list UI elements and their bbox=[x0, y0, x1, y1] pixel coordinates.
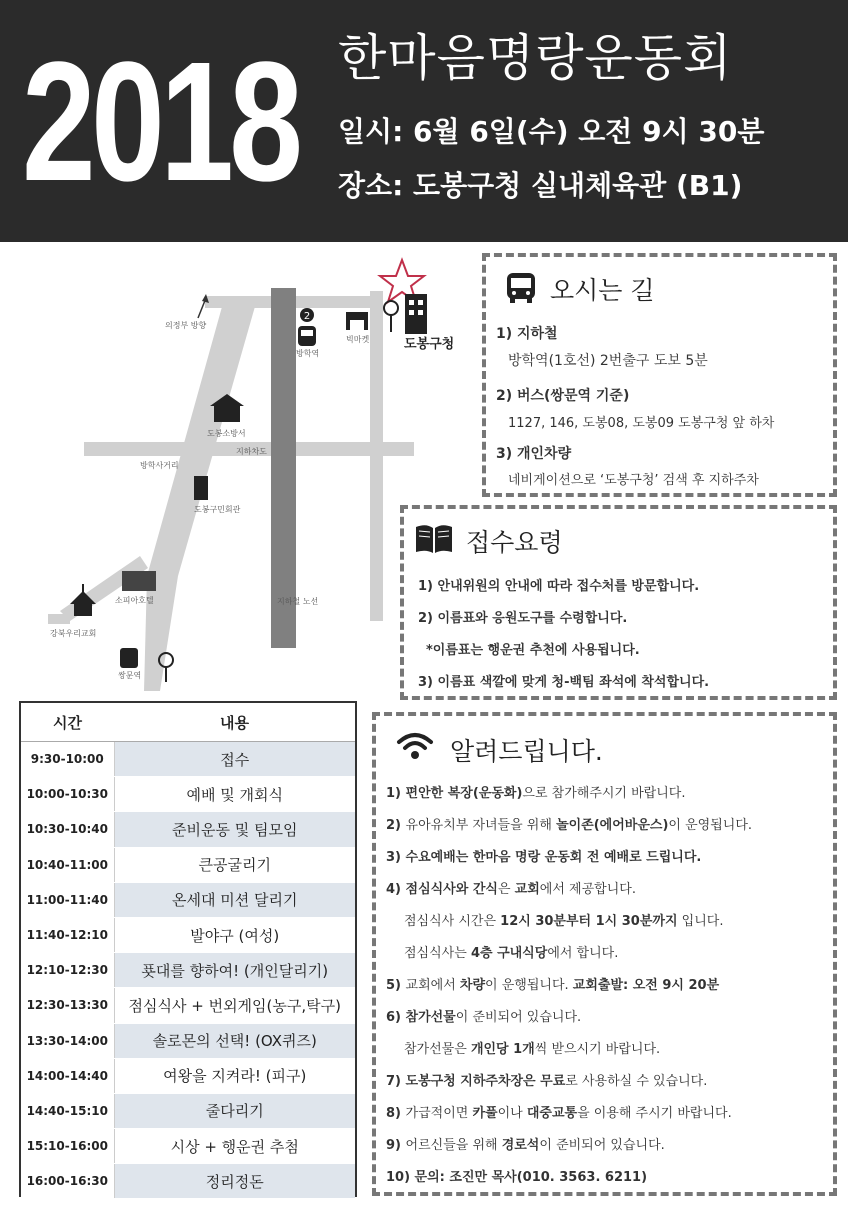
schedule-row bbox=[21, 917, 355, 952]
schedule-row bbox=[21, 1164, 355, 1199]
schedule-row bbox=[21, 777, 355, 812]
schedule-time: 16:00-16:30 bbox=[21, 1164, 114, 1199]
notice-4-emph: 4) 점심식사와 간식 bbox=[386, 882, 498, 897]
direction-subway-detail: 방학역(1호선) 2번출구 도보 5분 bbox=[508, 353, 708, 369]
notice-6a-text: 참가선물은 bbox=[404, 1042, 471, 1057]
notice-item-4-sub-2 bbox=[404, 942, 618, 961]
schedule-time: 11:00-11:40 bbox=[21, 882, 114, 917]
notice-item-6-sub bbox=[404, 1038, 660, 1057]
schedule-header-row bbox=[21, 703, 355, 742]
subway-train-icon bbox=[298, 326, 316, 346]
map-label-fire-station: 도봉소방서 bbox=[207, 429, 246, 438]
notice-7-text: 로 사용하실 수 있습니다. bbox=[565, 1074, 708, 1089]
notice-5-text: 교회에서 bbox=[405, 978, 460, 993]
notice-item-7 bbox=[386, 1070, 707, 1089]
schedule-activity: 여왕을 지켜라! (피구) bbox=[114, 1058, 355, 1093]
notice-9-emph: 경로석 bbox=[501, 1138, 540, 1153]
schedule-header-content: 내용 bbox=[114, 703, 355, 742]
event-place: 장소: 도봉구청 실내체육관 (B1) bbox=[338, 169, 743, 202]
bus-stop-icon bbox=[384, 301, 398, 332]
schedule-row bbox=[21, 882, 355, 917]
directions-heading: 오시는 길 bbox=[550, 276, 655, 305]
map-label-dobong-office: 도봉구청 bbox=[404, 337, 455, 352]
schedule-time: 14:00-14:40 bbox=[21, 1058, 114, 1093]
notice-5-emph: 차량 bbox=[459, 978, 486, 993]
notice-8-text-2: 이나 bbox=[497, 1106, 527, 1121]
notice-9-text-end: 이 준비되어 있습니다. bbox=[539, 1138, 665, 1153]
notices-heading: 알려드립니다. bbox=[450, 737, 603, 766]
direction-bus-title: 2) 버스(쌍문역 기준) bbox=[496, 388, 630, 404]
mart-icon bbox=[346, 312, 368, 330]
schedule-time: 12:10-12:30 bbox=[21, 953, 114, 988]
schedule-time: 13:30-14:00 bbox=[21, 1023, 114, 1058]
schedule-activity: 준비운동 및 팀모임 bbox=[114, 812, 355, 847]
map-label-banghak-station: 방학역 bbox=[296, 349, 320, 358]
map-road-right bbox=[370, 291, 383, 621]
directions-box bbox=[482, 253, 837, 497]
schedule-row bbox=[21, 742, 355, 777]
notice-4a-text-end: 입니다. bbox=[677, 914, 724, 929]
notice-5-departure: 교회출발: 오전 9시 20분 bbox=[572, 978, 720, 993]
notice-4b-text: 점심식사는 bbox=[404, 946, 471, 961]
notice-2-text: 유아유치부 자녀들을 위해 bbox=[405, 818, 557, 833]
notice-8-emph: 카풀 bbox=[472, 1106, 498, 1121]
map-label-north: 의정부 방향 bbox=[165, 321, 207, 330]
map-label-subway-line: 지하철 노선 bbox=[277, 597, 319, 606]
notice-item-9 bbox=[386, 1134, 665, 1153]
notice-2-num: 2) bbox=[386, 818, 406, 833]
reception-note: *이름표는 행운권 추천에 사용됩니다. bbox=[426, 643, 640, 658]
notice-4a-text: 점심식사 시간은 bbox=[404, 914, 501, 929]
location-map bbox=[0, 246, 460, 696]
schedule-time: 10:30-10:40 bbox=[21, 812, 114, 847]
notice-2-emph: 놀이존(에어바운스) bbox=[556, 818, 669, 833]
schedule-activity: 큰공굴리기 bbox=[114, 847, 355, 882]
notice-item-6 bbox=[386, 1006, 581, 1025]
notice-4b-text-end: 에서 합니다. bbox=[547, 946, 619, 961]
notice-7-emph: 7) 도봉구청 지하주차장은 무료 bbox=[386, 1074, 566, 1089]
schedule-row bbox=[21, 1058, 355, 1093]
schedule-row bbox=[21, 1129, 355, 1164]
map-label-hall: 도봉구민회관 bbox=[194, 505, 241, 514]
schedule-time: 10:00-10:30 bbox=[21, 777, 114, 812]
map-label-bigmarket: 빅마켓 bbox=[346, 335, 370, 344]
direction-subway-title: 1) 지하철 bbox=[496, 326, 558, 342]
reception-step-3: 3) 이름표 색깔에 맞게 청-백팀 좌석에 착석합니다. bbox=[418, 675, 710, 690]
notice-4-text-end: 에서 제공합니다. bbox=[539, 882, 636, 897]
notice-item-10-contact: 10) 문의: 조진만 목사(010. 3563. 6211) bbox=[386, 1170, 648, 1185]
schedule-activity: 솔로몬의 선택! (OX퀴즈) bbox=[114, 1023, 355, 1058]
event-date: 일시: 6월 6일(수) 오전 9시 30분 bbox=[338, 115, 765, 148]
direction-bus-detail: 1127, 146, 도봉08, 도봉09 도봉구청 앞 하차 bbox=[508, 416, 775, 431]
notice-1-text: 으로 참가해주시기 바랍니다. bbox=[522, 786, 686, 801]
notice-2-text-end: 이 운영됩니다. bbox=[668, 818, 753, 833]
schedule-row bbox=[21, 1093, 355, 1128]
notice-9-num: 9) bbox=[386, 1138, 406, 1153]
schedule-row bbox=[21, 1023, 355, 1058]
notice-6a-text-end: 씩 받으시기 바랍니다. bbox=[534, 1042, 661, 1057]
schedule-header-time: 시간 bbox=[21, 703, 114, 742]
notice-6-text: 이 준비되어 있습니다. bbox=[455, 1010, 582, 1025]
notice-8-num: 8) bbox=[386, 1106, 406, 1121]
map-subway-line bbox=[271, 288, 296, 648]
community-hall-icon bbox=[194, 476, 208, 500]
map-label-ssangmun: 쌍문역 bbox=[118, 671, 142, 680]
svg-text:2: 2 bbox=[303, 311, 311, 322]
map-label-intersection: 방학사거리 bbox=[140, 461, 179, 470]
hotel-icon bbox=[122, 571, 156, 591]
schedule-activity: 접수 bbox=[114, 742, 355, 777]
notice-5-num: 5) bbox=[386, 978, 406, 993]
event-year: 2018 bbox=[22, 27, 299, 217]
notice-4a-emph: 12시 30분부터 1시 30분까지 bbox=[500, 914, 678, 929]
map-label-underpass: 지하차도 bbox=[236, 447, 267, 456]
direction-car-detail: 네비게이션으로 ‘도봉구청’ 검색 후 지하주차 bbox=[508, 473, 759, 488]
schedule-time: 10:40-11:00 bbox=[21, 847, 114, 882]
notice-item-2 bbox=[386, 814, 752, 833]
notice-4b-emph: 4층 구내식당 bbox=[470, 946, 548, 961]
notices-box bbox=[372, 712, 837, 1196]
bus-icon bbox=[504, 271, 538, 305]
notice-9-text: 어르신들을 위해 bbox=[405, 1138, 502, 1153]
notice-item-3: 3) 수요예배는 한마음 명랑 운동회 전 예배로 드립니다. bbox=[386, 850, 702, 865]
notice-8-emph-2: 대중교통 bbox=[526, 1106, 578, 1121]
header-banner bbox=[0, 0, 848, 242]
notice-item-8 bbox=[386, 1102, 732, 1121]
book-icon bbox=[414, 523, 454, 555]
notice-item-5 bbox=[386, 974, 719, 993]
schedule-time: 11:40-12:10 bbox=[21, 917, 114, 952]
schedule-activity: 예배 및 개회식 bbox=[114, 777, 355, 812]
schedule-activity: 시상 + 행운권 추첨 bbox=[114, 1129, 355, 1164]
notice-8-text-end: 을 이용해 주시기 바랍니다. bbox=[577, 1106, 732, 1121]
schedule-activity: 정리정돈 bbox=[114, 1164, 355, 1199]
map-label-hotel: 소피아호텔 bbox=[115, 596, 154, 605]
reception-box bbox=[400, 505, 837, 700]
bus-icon-map bbox=[120, 648, 138, 668]
schedule-row bbox=[21, 847, 355, 882]
notice-item-4 bbox=[386, 878, 636, 897]
schedule-activity: 줄다리기 bbox=[114, 1093, 355, 1128]
notice-8-text: 가급적이면 bbox=[405, 1106, 473, 1121]
office-building-icon bbox=[405, 294, 427, 334]
schedule-row bbox=[21, 988, 355, 1023]
schedule-table bbox=[19, 701, 357, 1197]
schedule-time: 14:40-15:10 bbox=[21, 1093, 114, 1128]
subway-number-icon bbox=[300, 308, 314, 322]
schedule-activity: 발야구 (여성) bbox=[114, 917, 355, 952]
direction-car-title: 3) 개인차량 bbox=[496, 446, 572, 462]
schedule-row bbox=[21, 953, 355, 988]
schedule-activity: 점심식사 + 번외게임(농구,탁구) bbox=[114, 988, 355, 1023]
schedule-time: 15:10-16:00 bbox=[21, 1129, 114, 1164]
notice-1-emph: 1) 편안한 복장(운동화) bbox=[386, 786, 523, 801]
reception-step-1: 1) 안내위원의 안내에 따라 접수처를 방문합니다. bbox=[418, 579, 700, 594]
schedule-time: 12:30-13:30 bbox=[21, 988, 114, 1023]
map-label-church: 강북우리교회 bbox=[50, 629, 97, 638]
reception-heading: 접수요령 bbox=[466, 528, 563, 557]
notice-4-text: 은 bbox=[497, 882, 515, 897]
schedule-time: 9:30-10:00 bbox=[21, 742, 114, 777]
schedule-activity: 온세대 미션 달리기 bbox=[114, 882, 355, 917]
notice-item-1 bbox=[386, 782, 685, 801]
notice-item-4-sub-1 bbox=[404, 910, 724, 929]
notice-4-emph-2: 교회 bbox=[514, 882, 540, 897]
schedule-activity: 푯대를 향하여! (개인달리기) bbox=[114, 953, 355, 988]
event-title: 한마음명랑운동회 bbox=[338, 29, 733, 87]
schedule-row bbox=[21, 812, 355, 847]
notice-6-emph: 6) 참가선물 bbox=[386, 1010, 456, 1025]
wifi-icon bbox=[396, 730, 434, 762]
notice-5-text-2: 이 운행됩니다. bbox=[485, 978, 573, 993]
reception-step-2: 2) 이름표와 응원도구를 수령합니다. bbox=[418, 611, 628, 626]
notice-6a-emph: 개인당 1개 bbox=[470, 1042, 535, 1057]
